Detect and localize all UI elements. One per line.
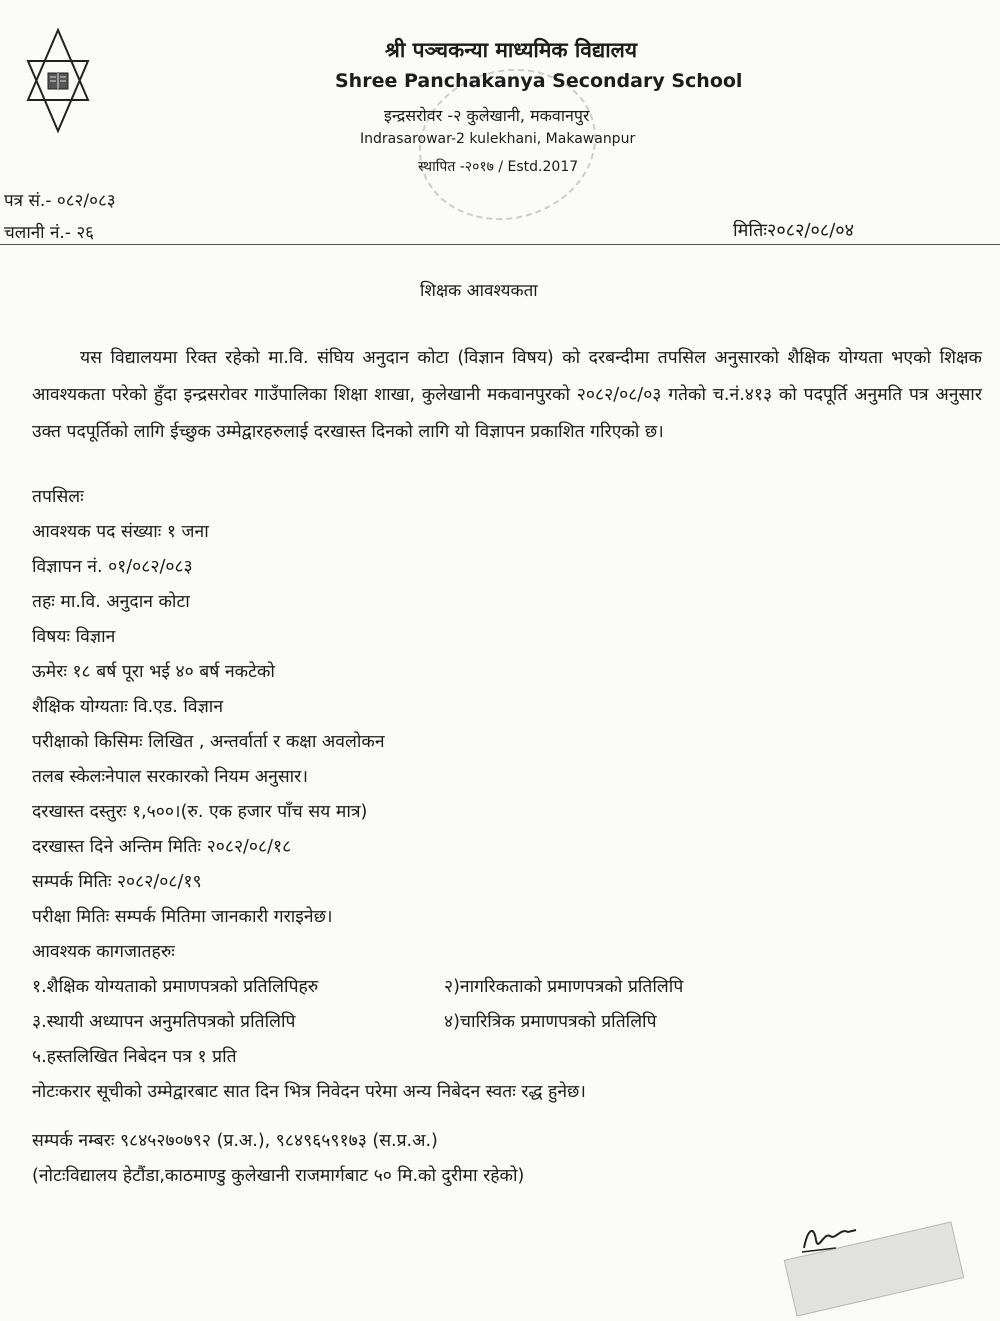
contact-numbers: सम्पर्क नम्बरः ९८४५२७०७९२ (प्र.अ.), ९८४९६५९१७३ (स.प्र.अ.) <box>32 1131 438 1151</box>
detail-item: विज्ञापन नं. ०१/०८२/०८३ <box>32 557 193 577</box>
rejection-note: नोटःकरार सूचीको उम्मेद्वारबाट सात दिन भित्र निवेदन परेमा अन्य निबेदन स्वतः रद्ध हुनेछ। <box>32 1082 586 1102</box>
dispatch-number: चलानी नं.- २६ <box>4 223 95 243</box>
detail-item: तलब स्केलःनेपाल सरकारको नियम अनुसार। <box>32 767 308 787</box>
detail-item: दरखास्त दस्तुरः १,५००।(रु. एक हजार पाँच सय मात्र) <box>32 802 368 822</box>
detail-item: आवश्यक पद संख्याः १ जना <box>32 522 209 542</box>
detail-item: दरखास्त दिने अन्तिम मितिः २०८२/०८/१८ <box>32 837 292 857</box>
established-year: स्थापित -२०१७ / Estd.2017 <box>418 159 579 175</box>
documents-heading: आवश्यक कागजातहरुः <box>32 942 175 962</box>
details-list <box>32 480 992 1110</box>
body-paragraph: यस विद्यालयमा रिक्त रहेको मा.वि. संघिय अनुदान कोटा (विज्ञान विषय) को दरबन्दीमा तपसिल अनुसारको शैक्षिक योग्यता भएको शिक्षक आवश्यकता परेको हुँदा इन्द्रसरोवर गाउँपालिका शिक्षा शाखा, कुलेखानी मकवानपुरको २०८२/०८/०३ गतेको च.नं.४१३ को पदपूर्ति अनुमति पत्र अनुसार उक्त पदपूर्तिको लागि ईच्छुक उम्मेद्वारहरुलाई दरखास्त दिनको लागि यो विज्ञापन प्रकाशित गरिएको छ। <box>32 348 982 442</box>
document-item: २)नागरिकताको प्रमाणपत्रको प्रतिलिपि <box>444 977 684 997</box>
detail-item: परीक्षा मितिः सम्पर्क मितिमा जानकारी गराइनेछ। <box>32 907 333 927</box>
school-name-nepali: श्री पञ्चकन्या माध्यमिक विद्यालय <box>385 38 638 62</box>
documents-row <box>32 1005 992 1040</box>
document-item: ३.स्थायी अध्यापन अनुमतिपत्रको प्रतिलिपि <box>32 1012 296 1032</box>
detail-item: विषयः विज्ञान <box>32 627 116 647</box>
letter-subject: शिक्षक आवश्यकता <box>420 281 538 301</box>
detail-item: शैक्षिक योग्यताः वि.एड. विज्ञान <box>32 697 224 717</box>
document-item: ४)चारित्रिक प्रमाणपत्रको प्रतिलिपि <box>444 1012 657 1032</box>
header-divider <box>0 244 1000 245</box>
detail-item: तहः मा.वि. अनुदान कोटा <box>32 592 190 612</box>
detail-item: ऊमेरः १८ बर्ष पूरा भई ४० बर्ष नकटेको <box>32 662 275 682</box>
detail-item: परीक्षाको किसिमः लिखित , अन्तर्वार्ता र कक्षा अवलोकन <box>32 732 385 752</box>
letter-date: मितिः२०८२/०८/०४ <box>733 220 854 241</box>
document-item: १.शैक्षिक योग्यताको प्रमाणपत्रको प्रतिलिपिहरु <box>32 977 319 997</box>
location-note: (नोटःविद्यालय हेटौंडा,काठमाण्डु कुलेखानी राजमार्गबाट ५० मि.को दुरीमा रहेको) <box>32 1166 525 1186</box>
documents-row <box>32 970 992 1005</box>
school-address-english: Indrasarowar-2 kulekhani, Makawanpur <box>360 131 636 147</box>
details-heading: तपसिलः <box>32 487 84 507</box>
school-address-nepali: इन्द्रसरोवर -२ कुलेखानी, मकवानपुर <box>384 106 590 125</box>
school-name-english: Shree Panchakanya Secondary School <box>335 70 743 92</box>
document-item: ५.हस्तलिखित निबेदन पत्र १ प्रति <box>32 1047 237 1067</box>
detail-item: सम्पर्क मितिः २०८२/०८/१९ <box>32 872 202 892</box>
school-logo-icon <box>24 28 92 133</box>
reference-number: पत्र सं.- ०८२/०८३ <box>4 191 116 211</box>
